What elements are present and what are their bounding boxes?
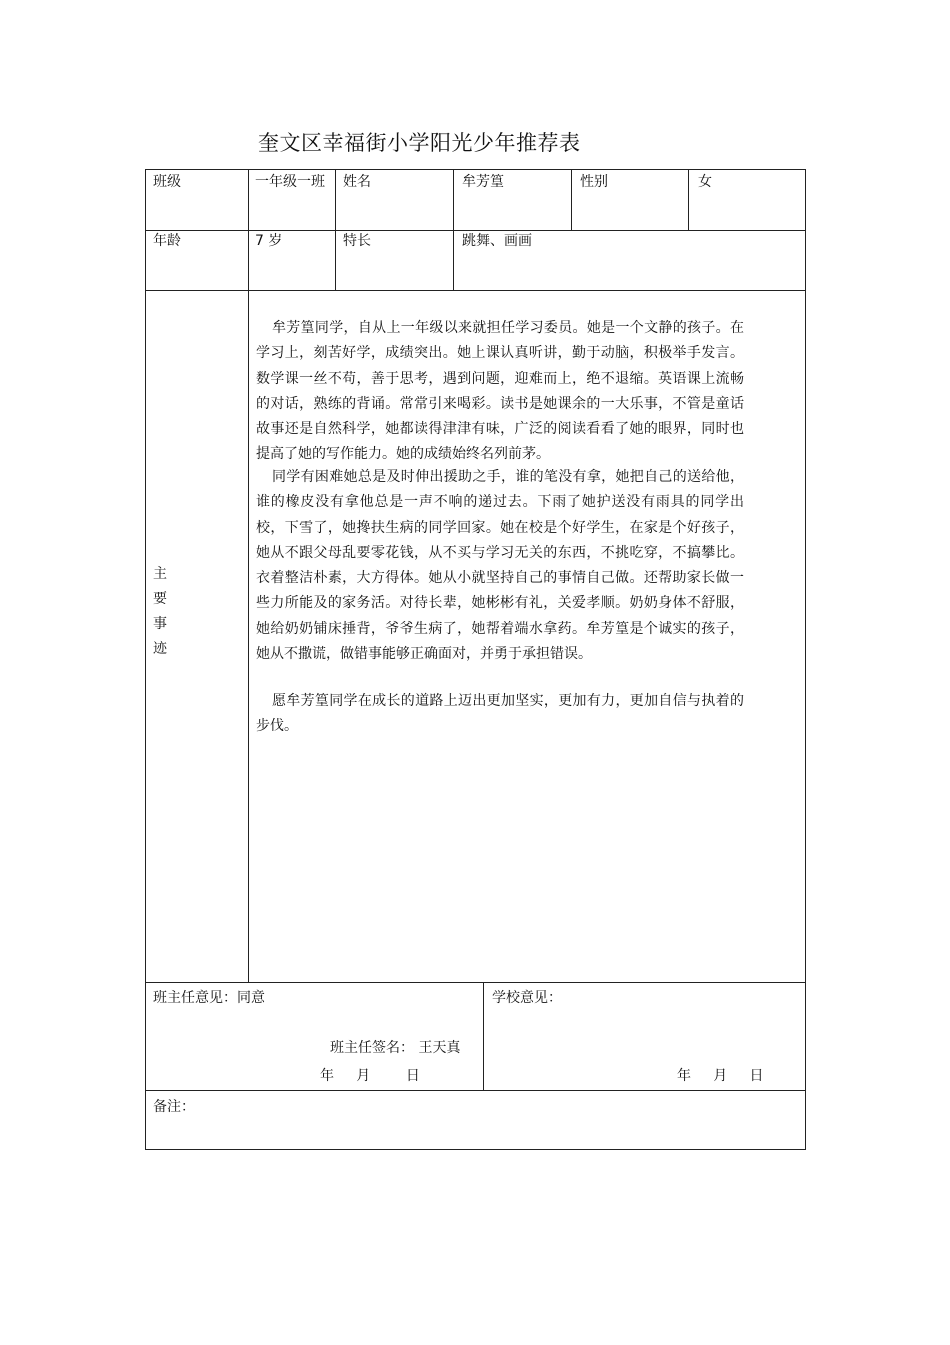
form-title: 奎文区幸福街小学阳光少年推荐表 (258, 131, 581, 155)
col2-border (335, 170, 336, 290)
age-label: 年龄 (153, 233, 181, 249)
teacher-opinion: 班主任意见：同意 (153, 990, 265, 1006)
col3-border (453, 170, 454, 290)
name-value: 牟芳篁 (462, 174, 504, 190)
opinions-divider (483, 982, 484, 1090)
teacher-date: 年 月 日 (320, 1068, 420, 1084)
opinions-bottom-border (146, 1090, 805, 1091)
col5-border (688, 170, 689, 230)
specialty-label: 特长 (343, 233, 371, 249)
deeds-label: 主要事迹 (153, 566, 167, 657)
recommendation-form (145, 169, 806, 1150)
deeds-paragraph-2: 同学有困难她总是及时伸出援助之手，谁的笔没有拿，她把自己的送给他，谁的橡皮没有拿他总是一声不响的递过去。下雨了她护送没有雨具的同学出校，下雪了，她搀扶生病的同学回家。她在校是个好学生，在家是个好孩子，她从不跟父母乱要零花钱，从不买与学习无关的东西，不挑吃穿，不搞攀比。衣着整洁朴素，大方得体。她从小就坚持自己的事情自己做。还帮助家长做一些力所能及的家务活。对待长辈，她彬彬有礼，关爱孝顺。奶奶身体不舒服，她给奶奶铺床捶背，爷爷生病了，她帮着端水拿药。牟芳篁是个诚实的孩子，她从不撒谎，做错事能够正确面对，并勇于承担错误。 (256, 469, 744, 663)
school-date: 年 月 日 (677, 1068, 764, 1084)
deeds-paragraph-3: 愿牟芳篁同学在成长的道路上迈出更加坚实，更加有力，更加自信与执着的步伐。 (256, 693, 744, 735)
age-value: 7 岁 (255, 233, 283, 249)
teacher-signature: 班主任签名： 王天真 (330, 1040, 461, 1056)
deeds-paragraph-1: 牟芳篁同学，自从上一年级以来就担任学习委员。她是一个文静的孩子。在学习上，刻苦好学，成绩突出。她上课认真听讲，勤于动脑，积极举手发言。数学课一丝不苟，善于思考，遇到问题，迎难而上，绝不退缩。英语课上流畅的对话，熟练的背诵。常常引来喝彩。读书是她课余的一大乐事，不管是童话故事还是自然科学，她都读得津津有味，广泛的阅读看看了她的眼界，同时也提高了她的写作能力。她的成绩始终名列前茅。 (256, 320, 744, 463)
school-opinion: 学校意见： (492, 990, 562, 1006)
row2-bottom-border (146, 290, 805, 291)
deeds-bottom-border (146, 982, 805, 983)
class-value: 一年级一班 (255, 174, 325, 190)
specialty-value: 跳舞、画画 (462, 233, 532, 249)
label-column-border (248, 170, 249, 982)
class-label: 班级 (153, 174, 181, 190)
remarks-label: 备注： (153, 1099, 195, 1115)
col4-border (571, 170, 572, 230)
gender-value: 女 (698, 174, 712, 190)
gender-label: 性别 (580, 174, 608, 190)
name-label: 姓名 (343, 174, 371, 190)
